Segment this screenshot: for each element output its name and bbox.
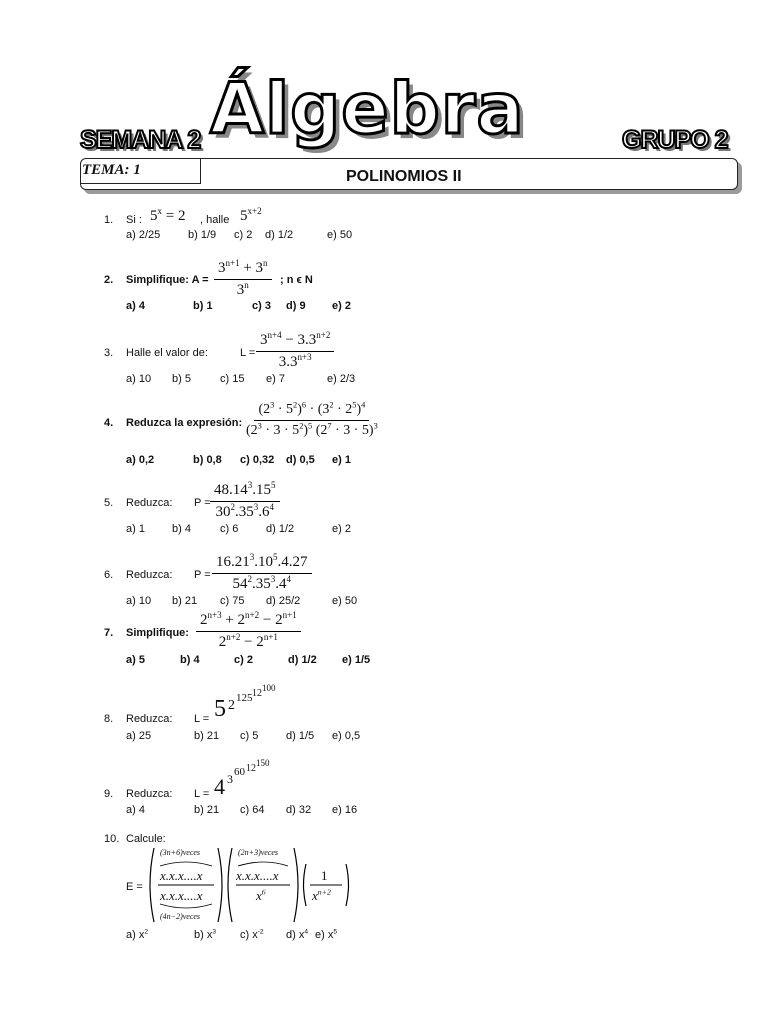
formula-base: 5 bbox=[214, 696, 226, 722]
option-b[interactable]: b) 21 bbox=[194, 730, 220, 742]
option-e[interactable]: e) 0,5 bbox=[332, 730, 361, 742]
question-number: 3. bbox=[104, 347, 114, 359]
option-c[interactable]: c) 6 bbox=[220, 523, 239, 535]
option-e[interactable]: e) 2/3 bbox=[327, 373, 356, 385]
formula-exp-2: 125 bbox=[236, 692, 253, 704]
question-intro: Reduzca la expresión: bbox=[126, 417, 243, 429]
formula-lhs: L = bbox=[194, 788, 210, 800]
option-a[interactable]: a) 25 bbox=[126, 730, 152, 742]
question-intro: Simplifique: bbox=[126, 627, 189, 639]
tema-label: TEMA: 1 bbox=[82, 162, 141, 178]
option-d[interactable]: d) 1/2 bbox=[265, 229, 294, 241]
topic-title: POLINOMIOS II bbox=[346, 168, 462, 185]
question-number: 6. bbox=[104, 569, 114, 581]
question-intro: Reduzca: bbox=[126, 569, 173, 581]
formula-exp-4: 150 bbox=[256, 758, 270, 768]
option-c[interactable]: c) 3 bbox=[252, 300, 271, 312]
option-c[interactable]: c) 15 bbox=[220, 373, 245, 385]
option-b[interactable]: b) 0,8 bbox=[193, 454, 222, 466]
question-intro: Reduzca: bbox=[126, 713, 173, 725]
option-e[interactable]: e) 2 bbox=[332, 523, 351, 535]
option-a[interactable]: a) 10 bbox=[126, 595, 152, 607]
formula-lhs: P = bbox=[194, 497, 211, 509]
top-brace-label-1: (3n+6)veces bbox=[160, 848, 201, 857]
option-d[interactable]: d) 32 bbox=[286, 804, 312, 816]
question-tail: ; n ϵ N bbox=[280, 274, 313, 286]
option-b[interactable]: b) 21 bbox=[194, 804, 220, 816]
question-intro: Calcule: bbox=[126, 833, 166, 845]
option-c[interactable]: c) 2 bbox=[234, 229, 253, 241]
formula-lhs: E = bbox=[126, 881, 143, 893]
option-c[interactable]: c) 2 bbox=[234, 654, 253, 666]
formula: $\frac{3^{n+4} - 3.3^{n+2}}{3.3^{n+3}}$ bbox=[256, 332, 334, 371]
option-a[interactable]: a) 5 bbox=[126, 654, 145, 666]
option-d[interactable]: d) 9 bbox=[286, 300, 306, 312]
formula-exp-3: 12 bbox=[252, 688, 262, 699]
option-c[interactable]: c) $x^{-2}$ bbox=[240, 928, 264, 941]
numerator-3: 1 bbox=[321, 868, 328, 883]
question-number: 5. bbox=[104, 497, 114, 509]
formula: $\frac{16.21^3.10^5.4.27}{54^2.35^3.4^4}$ bbox=[212, 554, 312, 593]
formula: $\frac{3^{n+1} + 3^n}{3^n}$ bbox=[214, 260, 272, 299]
option-a[interactable]: a) 1 bbox=[126, 523, 145, 535]
option-e[interactable]: e) 50 bbox=[327, 229, 353, 241]
question-intro: Halle el valor de: bbox=[126, 347, 208, 359]
option-c[interactable]: c) 64 bbox=[240, 804, 265, 816]
formula-exp-2: 60 bbox=[234, 766, 245, 778]
formula-exp-4: 100 bbox=[262, 683, 276, 693]
bottom-brace-label-1: (4n−2)veces bbox=[160, 912, 201, 921]
top-brace-label-2: (2n+3)veces bbox=[238, 848, 279, 857]
option-a[interactable]: a) 10 bbox=[126, 373, 152, 385]
question-intro: Si : bbox=[126, 214, 142, 226]
grupo-label: GRUPO 2 bbox=[622, 126, 728, 154]
option-c[interactable]: c) 0,32 bbox=[240, 454, 275, 466]
formula-exp-1: 2 bbox=[228, 698, 235, 713]
formula: $\frac{48.14^3.15^5}{30^2.35^3.6^4}$ bbox=[210, 482, 280, 521]
formula-base: 4 bbox=[214, 774, 225, 799]
option-e[interactable]: e) 1/5 bbox=[342, 654, 371, 666]
denominator-3: $x^{n+2}$ bbox=[312, 887, 331, 903]
question-intro: Reduzca: bbox=[126, 788, 173, 800]
tema-underline bbox=[80, 183, 200, 184]
denominator-2: $x^6$ bbox=[256, 887, 266, 903]
option-b[interactable]: b) 1/9 bbox=[188, 229, 217, 241]
option-a[interactable]: a) 2/25 bbox=[126, 229, 161, 241]
formula-lhs: L = bbox=[240, 347, 256, 359]
option-e[interactable]: e) 2 bbox=[332, 300, 351, 312]
formula: $\frac{(2^3 \cdot 5^2)^6 \cdot (3^2 \cdot 2^5)^4}{(2^3 \cdot 3 \cdot 5^2)^5 (2^7 \cdot 3 \cdot 5)^3}$ bbox=[246, 400, 378, 438]
question-intro: Simplifique: A = bbox=[126, 274, 209, 286]
formula-exp-1: 3 bbox=[227, 772, 233, 786]
option-b[interactable]: b) $x^3$ bbox=[194, 928, 217, 941]
question-number: 2. bbox=[104, 274, 114, 286]
question-intro: Reduzca: bbox=[126, 497, 173, 509]
option-d[interactable]: d) 1/2 bbox=[266, 523, 295, 535]
option-a[interactable]: a) 4 bbox=[126, 804, 145, 816]
option-b[interactable]: b) 21 bbox=[172, 595, 198, 607]
option-a[interactable]: a) 4 bbox=[126, 300, 145, 312]
question-number: 10. bbox=[104, 833, 120, 845]
option-b[interactable]: b) 4 bbox=[180, 654, 200, 666]
semana-label: SEMANA 2 bbox=[80, 126, 201, 154]
option-d[interactable]: d) 25/2 bbox=[266, 595, 301, 607]
formula-exp-3: 12 bbox=[246, 763, 256, 774]
option-e[interactable]: e) $x^5$ bbox=[315, 928, 338, 941]
formula-given: $5^x = 2$ bbox=[150, 206, 186, 224]
option-c[interactable]: c) 5 bbox=[240, 730, 259, 742]
question-number: 8. bbox=[104, 713, 114, 725]
tema-divider bbox=[200, 158, 201, 184]
formula-lhs: P = bbox=[194, 569, 211, 581]
option-b[interactable]: b) 4 bbox=[172, 523, 191, 535]
denominator-1: x.x.x....x bbox=[160, 888, 203, 903]
option-d[interactable]: d) 1/5 bbox=[286, 730, 315, 742]
page-title: Álgebra bbox=[210, 68, 525, 150]
question-mid: , halle bbox=[200, 214, 230, 226]
option-e[interactable]: e) 50 bbox=[332, 595, 358, 607]
option-b[interactable]: b) 1 bbox=[193, 300, 213, 312]
formula-lhs: L = bbox=[194, 713, 210, 725]
question-number: 9. bbox=[104, 788, 114, 800]
option-e[interactable]: e) 1 bbox=[332, 454, 351, 466]
option-d[interactable]: d) 1/2 bbox=[288, 654, 317, 666]
option-d[interactable]: d) $x^4$ bbox=[286, 928, 309, 941]
option-a[interactable]: a) $x^2$ bbox=[126, 928, 149, 941]
numerator-1: x.x.x....x bbox=[160, 868, 203, 883]
formula-block bbox=[146, 846, 368, 924]
option-b[interactable]: b) 5 bbox=[172, 373, 191, 385]
option-d[interactable]: d) 0,5 bbox=[286, 454, 315, 466]
question-number: 7. bbox=[104, 627, 114, 639]
question-number: 1. bbox=[104, 214, 114, 226]
option-a[interactable]: a) 0,2 bbox=[126, 454, 155, 466]
option-e[interactable]: e) 16 bbox=[332, 804, 358, 816]
option-c[interactable]: c) 75 bbox=[220, 595, 245, 607]
formula: $\frac{2^{n+3} + 2^{n+2} - 2^{n+1}}{2^{n+2} - 2^{n+1}}$ bbox=[196, 612, 301, 651]
formula-target: $5^{x+2}$ bbox=[240, 206, 262, 224]
option-d[interactable]: e) 7 bbox=[266, 373, 285, 385]
numerator-2: x.x.x....x bbox=[236, 868, 279, 883]
question-number: 4. bbox=[104, 417, 114, 429]
